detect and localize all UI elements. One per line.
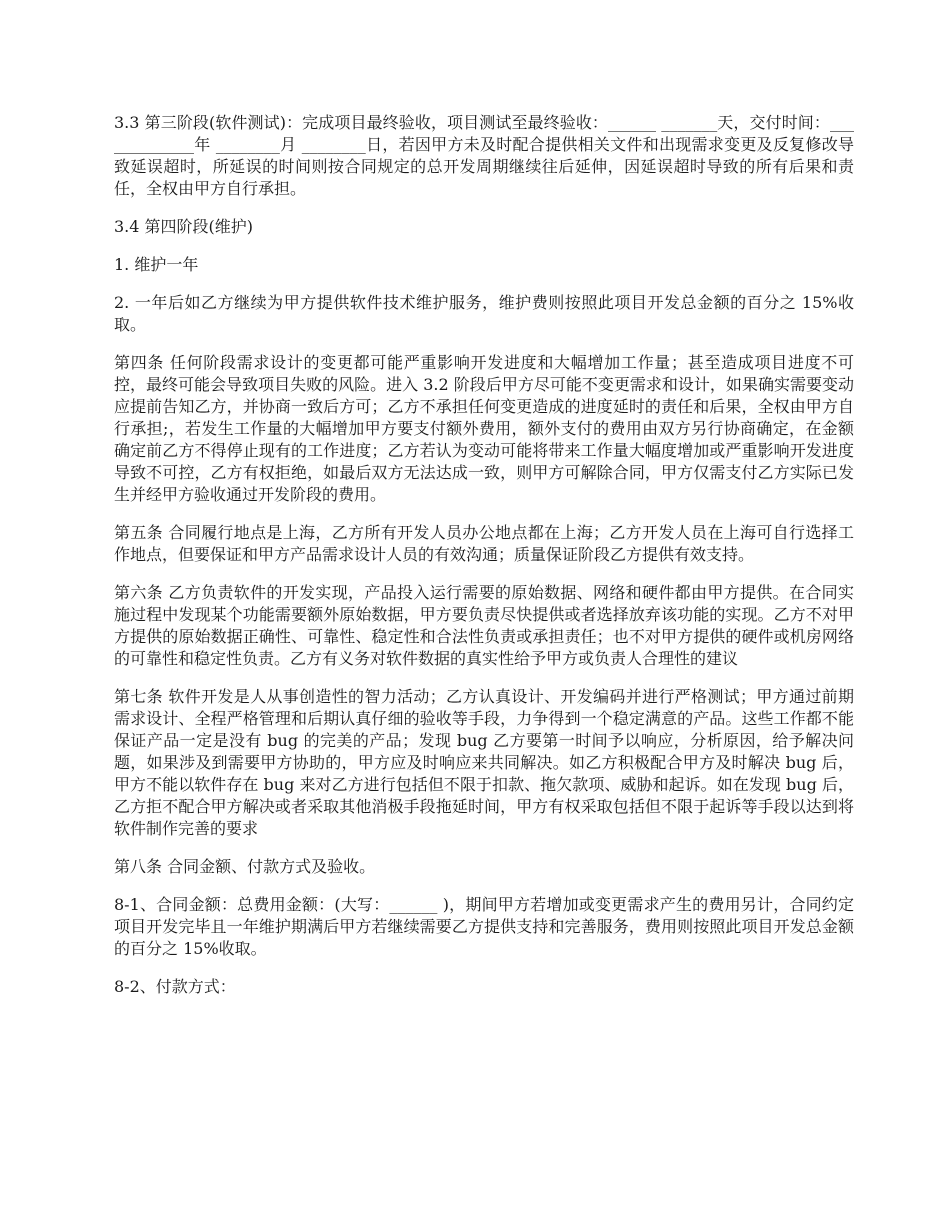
paragraph-article-5: 第五条 合同履行地点是上海，乙方所有开发人员办公地点都在上海；乙方开发人员在上海可自行选择工作地点，但要保证和甲方产品需求设计人员的有效沟通；质量保证阶段乙方提供有效支持。 <box>114 523 854 564</box>
paragraph-maintenance-fee: 2. 一年后如乙方继续为甲方提供软件技术维护服务，维护费则按照此项目开发总金额的百分之 15%收取。 <box>114 293 854 334</box>
paragraph-article-6: 第六条 乙方负责软件的开发实现，产品投入运行需要的原始数据、网络和硬件都由甲方提供。在合同实施过程中发现某个功能需要额外原始数据，甲方要负责尽快提供或者选择放弃该功能的实现。乙方不对甲方提供的原始数据正确性、可靠性、稳定性和合法性负责或承担责任；也不对甲方提供的硬件或机房网络的可靠性和稳定性负责。乙方有义务对软件数据的真实性给予甲方或负责人合理性的建议 <box>114 583 854 668</box>
paragraph-maintenance-one-year: 1. 维护一年 <box>114 255 199 274</box>
paragraph-article-8-heading: 第八条 合同金额、付款方式及验收。 <box>114 857 376 876</box>
paragraph-3-4-heading: 3.4 第四阶段(维护) <box>114 217 254 236</box>
paragraph-article-7: 第七条 软件开发是人从事创造性的智力活动；乙方认真设计、开发编码并进行严格测试；甲方通过前期需求设计、全程严格管理和后期认真仔细的验收等手段，力争得到一个稳定满意的产品。这些工作都不能保证产品一定是没有 bug 的完美的产品；发现 bug 乙方要第一时间予以响应，分析原因，给予解决问题，如果涉及到需要甲方协助的，甲方应及时响应来共同解决。如乙方积极配合甲方及时解决 bug 后，甲方不能以软件存在 bug 来对乙方进行包括但不限于扣款、拖欠款项、威胁和起诉。如在发现 bug 后，乙方拒不配合甲方解决或者采取其他消极手段拖延时间，甲方有权采取包括但不限于起诉等手段以达到将软件制作完善的要求 <box>114 687 854 838</box>
paragraph-3-3-testing-phase: 3.3 第三阶段(软件测试)：完成项目最终验收，项目测试至最终验收：______ _______天，交付时间：_____________年 ________月 ________日，若因甲方未及时配合提供相关文件和出现需求变更及反复修改导致延误超时，所延误的时间则按合同规定的总开发周期继续往后延伸，因延误超时导致的所有后果和责任，全权由甲方自行承担。 <box>114 113 854 198</box>
paragraph-8-1-contract-amount: 8-1、合同金额：总费用金额：(大写：______ )，期间甲方若增加或变更需求产生的费用另计，合同约定项目开发完毕且一年维护期满后甲方若继续需要乙方提供支持和完善服务，费用则按照此项目开发总金额的百分之 15%收取。 <box>114 895 854 958</box>
paragraph-8-2-payment-method: 8-2、付款方式： <box>114 977 236 996</box>
document-body <box>114 112 854 1014</box>
paragraph-article-4: 第四条 任何阶段需求设计的变更都可能严重影响开发进度和大幅增加工作量；甚至造成项目进度不可控，最终可能会导致项目失败的风险。进入 3.2 阶段后甲方尽可能不变更需求和设计，如果确实需要变动应提前告知乙方，并协商一致后方可；乙方不承担任何变更造成的进度延时的责任和后果，全权由甲方自行承担;，若发生工作量的大幅增加甲方要支付额外费用，额外支付的费用由双方另行协商确定，在金额确定前乙方不得停止现有的工作进度；乙方若认为变动可能将带来工作量大幅度增加或严重影响开发进度导致不可控，乙方有权拒绝，如最后双方无法达成一致，则甲方可解除合同，甲方仅需支付乙方实际已发生并经甲方验收通过开发阶段的费用。 <box>114 353 854 504</box>
